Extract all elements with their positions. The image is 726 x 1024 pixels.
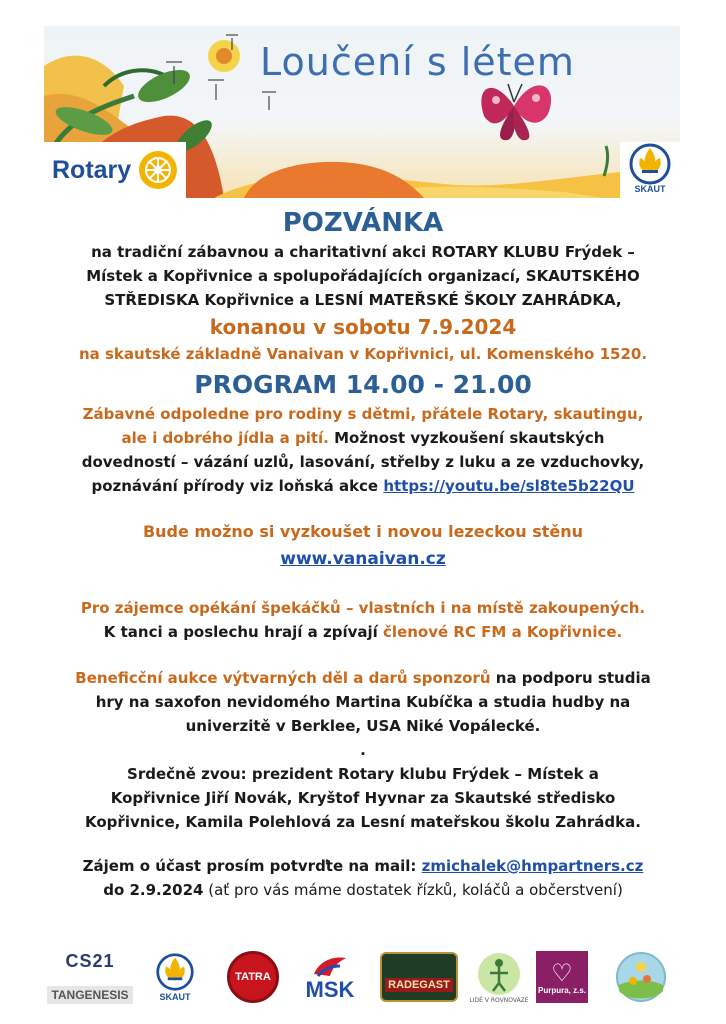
music-note-orange: členové RC FM a Kopřivnice. (383, 623, 623, 641)
rsvp-line-1 (60, 854, 666, 878)
auction-orange: Beneficční aukce výtvarných děl a darů sponzorů (75, 669, 491, 687)
hosts-line-1: Srdečně zvou: prezident Rotary klubu Frýdek – Místek a (127, 765, 599, 783)
sponsor-logos (40, 944, 686, 1010)
desc-line-2 (60, 426, 666, 450)
auction-black: na podporu studia (490, 669, 651, 687)
skaut-logo-top (620, 142, 680, 204)
separator-dot: . (360, 741, 366, 759)
event-place: na skautské základně Vanaivan v Kopřivnici, ul. Komenského 1520. (78, 345, 648, 363)
logo-skaut-footer-text: SKAUT (159, 992, 191, 1002)
program-time: PROGRAM 14.00 - 21.00 (194, 370, 532, 399)
rotary-wheel-icon (137, 149, 179, 191)
rsvp-text: Zájem o účast prosím potvrďte na mail: (82, 857, 422, 875)
auction-line-1 (60, 666, 666, 690)
logo-cs21: CS21 (65, 950, 115, 971)
invitation-body (60, 206, 666, 902)
banner-title: Loučení s létem (260, 40, 575, 84)
event-date: konanou v sobotu 7.9.2024 (209, 315, 517, 339)
hosts-line-2: Kopřivnice Jiří Novák, Kryštof Hyvnar za Skautské středisko (110, 789, 616, 807)
lily-icon (628, 142, 672, 186)
desc-line-3: dovedností – vázání uzlů, lasování, střelby z luku a ze vzduchovky, (81, 453, 645, 471)
intro-line-3: STŘEDISKA Kopřivnice a LESNÍ MATEŘSKÉ ŠKOLY ZAHRÁDKA, (104, 291, 622, 309)
intro-line-1: na tradiční zábavnou a charitativní akci ROTARY KLUBU Frýdek – (91, 243, 635, 261)
logo-tatra-text: TATRA (235, 971, 271, 983)
rotary-wordmark: Rotary (52, 155, 132, 184)
logo-purpura (534, 944, 590, 1010)
rsvp-deadline: do 2.9.2024 (103, 881, 204, 899)
climbing-wall-note: Bude možno si vyzkoušet i novou lezeckou stěnu (142, 522, 584, 541)
logo-cs21-tangenesis (48, 944, 132, 1010)
logo-purpura-text: Purpura, z.s. (537, 985, 586, 995)
msk-emblem-icon (310, 952, 350, 978)
rsvp-line-2 (60, 878, 666, 902)
desc-line-1: Zábavné odpoledne pro rodiny s dětmi, přátele Rotary, skautingu, (82, 405, 644, 423)
music-note (60, 620, 666, 644)
logo-lide-text: LIDÉ V ROVNOVÁZE (469, 996, 529, 1004)
logo-tangenesis: TANGENESIS (47, 986, 132, 1004)
skaut-wordmark: SKAUT (634, 184, 666, 194)
desc-line-2-orange: ale i dobrého jídla a pití. (121, 429, 329, 447)
person-balance-icon (476, 951, 522, 997)
logo-skaut-footer (152, 944, 198, 1010)
auction-line-2: hry na saxofon nevidomého Martina Kubíčka a studia hudby na (95, 693, 631, 711)
auction-line-3: univerzitě v Berklee, USA Niké Vopálecké. (185, 717, 541, 735)
intro-line-2: Místek a Kopřivnice a spolupořádajících organizací, SKAUTSKÉHO (86, 267, 640, 285)
website-link[interactable]: www.vanaivan.cz (280, 549, 446, 569)
desc-line-2-black: Možnost vyzkoušení skautských (328, 429, 605, 447)
heart-icon: ♡ (551, 958, 573, 987)
website-line (60, 544, 666, 574)
logo-radegast-text: RADEGAST (385, 978, 453, 992)
youtube-link[interactable]: https://youtu.be/sl8te5b22QU (383, 477, 635, 495)
logo-radegast (378, 944, 460, 1010)
music-note-black: K tanci a poslechu hrají a zpívají (103, 623, 384, 641)
rsvp-note: (ať pro vás máme dostatek řízků, koláčů a občerstvení) (203, 881, 623, 899)
rsvp-email-link[interactable]: zmichalek@hmpartners.cz (421, 857, 644, 875)
hosts-line-3: Kopřivnice, Kamila Polehlová za Lesní mateřskou školu Zahrádka. (85, 813, 641, 831)
bbq-note: Pro zájemce opékání špekáčků – vlastních i na místě zakoupených. (80, 599, 646, 617)
lily-icon (155, 952, 195, 992)
zahradka-emblem-icon (615, 951, 667, 1003)
logo-lide-v-rovnovaze (466, 944, 532, 1010)
invitation-heading: POZVÁNKA (282, 208, 444, 238)
desc-line-4-text: poznávání přírody viz loňská akce (91, 477, 384, 495)
logo-zahradka (612, 944, 670, 1010)
logo-msk-text: MSK (305, 977, 355, 1002)
logo-tatra (224, 944, 282, 1010)
rotary-logo (44, 142, 186, 198)
logo-msk (298, 944, 362, 1010)
desc-line-4 (60, 474, 666, 498)
